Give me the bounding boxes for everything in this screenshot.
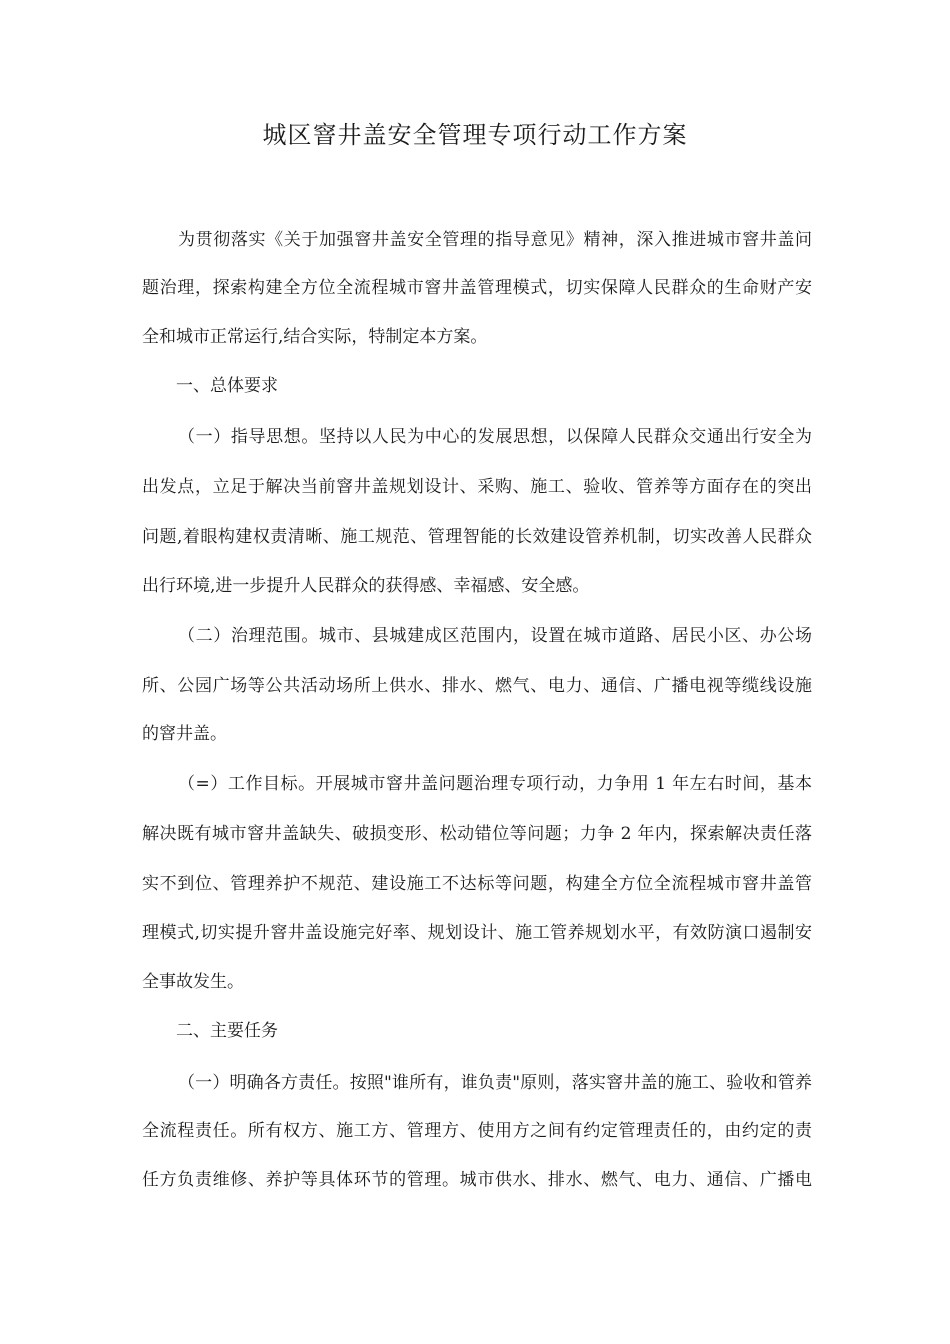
paragraph-line: 全事故发生。 [142, 972, 244, 992]
paragraph-line: 出发点，立足于解决当前窨井盖规划设计、采购、施工、验收、管养等方面存在的突出 [142, 477, 812, 497]
paragraph-line: 问题,着眼构建权责清晰、施工规范、管理智能的长效建设管养机制，切实改善人民群众 [142, 527, 812, 547]
paragraph-line: （一）指导思想。坚持以人民为中心的发展思想，以保障人民群众交通出行安全为 [178, 427, 812, 447]
paragraph-line: （二）治理范围。城市、县城建成区范围内，设置在城市道路、居民小区、办公场 [178, 626, 812, 646]
paragraph-line: 的窨井盖。 [142, 724, 227, 744]
paragraph-line: 实不到位、管理养护不规范、建设施工不达标等问题，构建全方位全流程城市窨井盖管 [142, 874, 812, 894]
paragraph-line: 理模式,切实提升窨井盖设施完好率、规划设计、施工管养规划水平，有效防演口遏制安 [142, 923, 812, 943]
paragraph-line: 全流程责任。所有权方、施工方、管理方、使用方之间有约定管理责任的，由约定的责 [142, 1121, 812, 1141]
paragraph-line: （=）工作目标。开展城市窨井盖问题治理专项行动，力争用 1 年左右时间，基本 [178, 774, 812, 794]
section-heading: 一、总体要求 [176, 376, 278, 396]
document-title: 城区窨井盖安全管理专项行动工作方案 [262, 121, 688, 149]
paragraph-line: 解决既有城市窨井盖缺失、破损变形、松动错位等问题；力争 2 年内，探索解决责任落 [142, 824, 812, 844]
paragraph-line: 出行环境,进一步提升人民群众的获得感、幸福感、安全感。 [142, 576, 590, 596]
paragraph-line: 题治理，探索构建全方位全流程城市窨井盖管理模式，切实保障人民群众的生命财产安 [142, 278, 812, 298]
paragraph-line: 全和城市正常运行,结合实际，特制定本方案。 [142, 327, 488, 347]
paragraph-line: 任方负责维修、养护等具体环节的管理。城市供水、排水、燃气、电力、通信、广播电 [142, 1170, 812, 1190]
paragraph-line: 所、公园广场等公共活动场所上供水、排水、燃气、电力、通信、广播电视等缆线设施 [142, 676, 812, 696]
paragraph-line: （一）明确各方责任。按照"谁所有，谁负责"原则，落实窨井盖的施工、验收和管养 [178, 1073, 812, 1093]
paragraph-line: 为贯彻落实《关于加强窨井盖安全管理的指导意见》精神，深入推进城市窨井盖问 [178, 230, 812, 250]
section-heading: 二、主要任务 [176, 1021, 278, 1041]
